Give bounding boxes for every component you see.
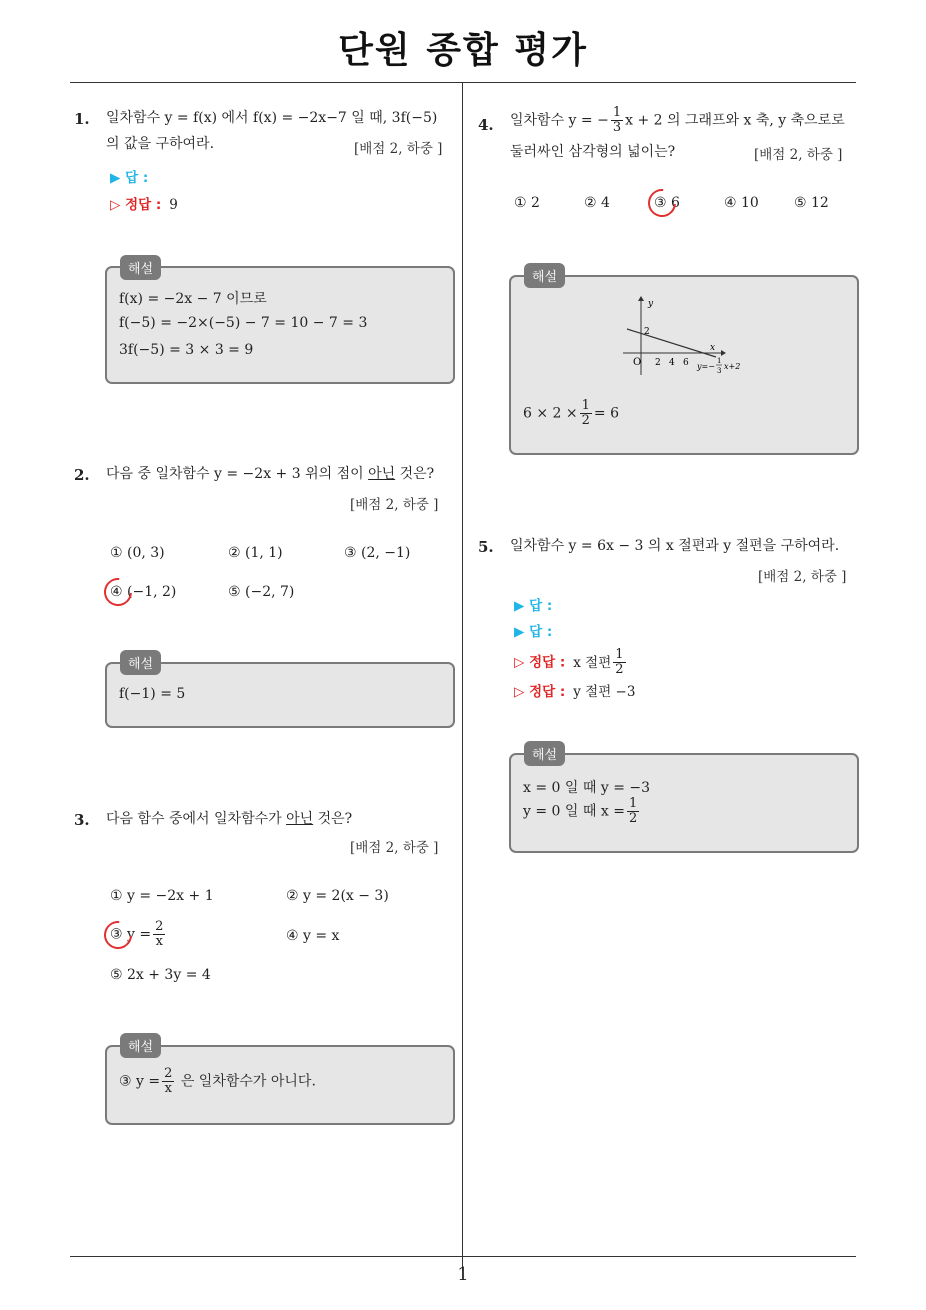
fraction-numerator: 2 bbox=[164, 1066, 173, 1081]
fraction-denominator: x bbox=[155, 934, 163, 949]
score-meta: [배점 2, 하중 ] bbox=[754, 147, 843, 163]
correct-answer bbox=[514, 648, 628, 677]
choice-3[interactable]: ③ 6 bbox=[654, 195, 680, 211]
explanation-line: f(−1) = 5 bbox=[119, 686, 186, 702]
y-tick-label: 2 bbox=[644, 327, 650, 337]
question-number: 1. bbox=[74, 110, 90, 128]
explanation-line bbox=[119, 1067, 316, 1096]
score-meta: [배점 2, 하중 ] bbox=[350, 840, 439, 856]
choice-5[interactable]: ⑤ 12 bbox=[794, 195, 829, 211]
question-text: 둘러싸인 삼각형의 넓이는? bbox=[510, 144, 676, 160]
explanation-label: 해설 bbox=[524, 263, 565, 288]
explanation-box bbox=[105, 266, 455, 384]
y-axis-label: y bbox=[648, 299, 654, 309]
explanation-label: 해설 bbox=[524, 741, 565, 766]
fraction-denominator: 3 bbox=[612, 120, 622, 135]
x-tick-label: 4 bbox=[669, 358, 675, 368]
explanation-line: x = 0 일 때 y = −3 bbox=[523, 780, 651, 796]
x-axis-arrow bbox=[721, 350, 726, 356]
choice-text: ③ y = bbox=[110, 926, 152, 943]
question-text-part: x + 2 의 그래프와 x 축, y 축으로로 bbox=[625, 112, 845, 129]
choice-1[interactable]: ① y = −2x + 1 bbox=[110, 888, 214, 904]
line-label-end: x+2 bbox=[724, 362, 741, 371]
fraction-denominator: 2 bbox=[628, 811, 638, 826]
answer-circle-mark bbox=[642, 183, 681, 222]
question-text: 일차함수 y = 6x − 3 의 x 절편과 y 절편을 구하여라. bbox=[510, 538, 840, 554]
question-text-part: 일차함수 y = − bbox=[510, 112, 609, 129]
question-number: 3. bbox=[74, 811, 90, 829]
choice-1[interactable]: ① (0, 3) bbox=[110, 545, 165, 561]
choice-5[interactable]: ⑤ (−2, 7) bbox=[228, 584, 295, 600]
question-text-part: 것은? bbox=[395, 466, 435, 482]
explanation-label: 해설 bbox=[120, 255, 161, 280]
answer-label: ▶ 답 : bbox=[514, 624, 553, 640]
explanation-label: 해설 bbox=[120, 1033, 161, 1058]
explanation-box bbox=[509, 753, 859, 853]
y-axis-arrow bbox=[638, 296, 644, 301]
page-number: 1 bbox=[457, 1264, 469, 1285]
x-tick-label: 6 bbox=[683, 358, 689, 368]
answer-circle-mark bbox=[98, 572, 137, 611]
question-text: 의 값을 구하여라. bbox=[106, 136, 215, 152]
score-meta: [배점 2, 하중 ] bbox=[758, 569, 847, 585]
explanation-text: = 6 bbox=[593, 405, 620, 422]
explanation-line: 3f(−5) = 3 × 3 = 9 bbox=[119, 342, 254, 358]
question-text-part: 것은? bbox=[313, 811, 353, 827]
question-number: 5. bbox=[478, 538, 494, 556]
explanation-line: f(−5) = −2×(−5) − 7 = 10 − 7 = 3 bbox=[119, 315, 368, 331]
fraction-numerator: 1 bbox=[628, 796, 638, 811]
question-text bbox=[106, 806, 352, 833]
correct-label: ▷ 정답 : bbox=[514, 684, 566, 700]
origin-label: O bbox=[633, 357, 642, 368]
choice-2[interactable]: ② 4 bbox=[584, 195, 610, 211]
question-text-part: 다음 중 일차함수 y = −2x + 3 위의 점이 bbox=[106, 466, 369, 482]
fraction-numerator: 1 bbox=[612, 105, 622, 120]
question-number: 4. bbox=[478, 116, 494, 134]
correct-label: ▷ 정답 : bbox=[514, 654, 566, 671]
explanation-label: 해설 bbox=[120, 650, 161, 675]
choice-4[interactable]: ④ 10 bbox=[724, 195, 759, 211]
choice-3[interactable]: ③ (2, −1) bbox=[344, 545, 411, 561]
fraction-numerator: 1 bbox=[581, 398, 590, 413]
explanation-line bbox=[523, 399, 619, 428]
line-label-numerator: 1 bbox=[717, 357, 722, 365]
score-meta: [배점 2, 하중 ] bbox=[350, 497, 439, 513]
page-title: 단원 종합 평가 bbox=[338, 30, 588, 71]
choice-2[interactable]: ② (1, 1) bbox=[228, 545, 283, 561]
linear-graph bbox=[621, 295, 771, 377]
correct-answer bbox=[514, 680, 635, 700]
question-number: 2. bbox=[74, 466, 90, 484]
explanation-line: f(x) = −2x − 7 이므로 bbox=[119, 291, 267, 307]
fraction-numerator: 2 bbox=[155, 919, 164, 934]
line-label-denominator: 3 bbox=[717, 367, 722, 375]
explanation-box bbox=[509, 275, 859, 455]
score-meta: [배점 2, 하중 ] bbox=[354, 141, 443, 157]
choice-2[interactable]: ② y = 2(x − 3) bbox=[286, 888, 389, 904]
explanation-text: y = 0 일 때 x = bbox=[523, 803, 625, 820]
choice-1[interactable]: ① 2 bbox=[514, 195, 540, 211]
bottom-rule bbox=[70, 1256, 856, 1257]
explanation-text: ③ y = bbox=[119, 1073, 161, 1090]
answer-label: ▶ 답 : bbox=[110, 170, 149, 186]
explanation-text: 6 × 2 × bbox=[523, 405, 578, 422]
answer-label: ▶ 답 : bbox=[514, 598, 553, 614]
choice-5[interactable]: ⑤ 2x + 3y = 4 bbox=[110, 967, 211, 983]
correct-label: ▷ 정답 : bbox=[110, 197, 162, 213]
line-label: y=− bbox=[697, 362, 715, 371]
choice-4[interactable]: ④ (−1, 2) bbox=[110, 584, 177, 600]
correct-value: x 절편 bbox=[573, 654, 612, 671]
correct-answer bbox=[110, 193, 178, 213]
column-divider bbox=[462, 83, 463, 1271]
fraction-denominator: x bbox=[164, 1081, 172, 1096]
fraction-denominator: 2 bbox=[581, 413, 590, 428]
fraction-denominator: 2 bbox=[615, 662, 624, 677]
choice-4[interactable]: ④ y = x bbox=[286, 928, 340, 944]
x-axis-label: x bbox=[710, 343, 716, 353]
fraction-numerator: 1 bbox=[615, 647, 624, 662]
underlined-word: 아닌 bbox=[286, 811, 314, 827]
x-tick-label: 2 bbox=[655, 358, 661, 368]
explanation-text: 은 일차함수가 아니다. bbox=[176, 1073, 316, 1090]
question-text bbox=[106, 461, 434, 488]
question-text bbox=[510, 106, 845, 135]
underlined-word: 아닌 bbox=[368, 466, 396, 482]
question-text: 일차함수 y = f(x) 에서 f(x) = −2x−7 일 때, 3f(−5) bbox=[106, 110, 438, 126]
question-text-part: 다음 함수 중에서 일차함수가 bbox=[106, 811, 287, 827]
explanation-line bbox=[523, 797, 641, 826]
correct-value: 9 bbox=[169, 197, 178, 213]
correct-value: y 절편 −3 bbox=[573, 684, 636, 700]
top-rule bbox=[70, 82, 856, 83]
